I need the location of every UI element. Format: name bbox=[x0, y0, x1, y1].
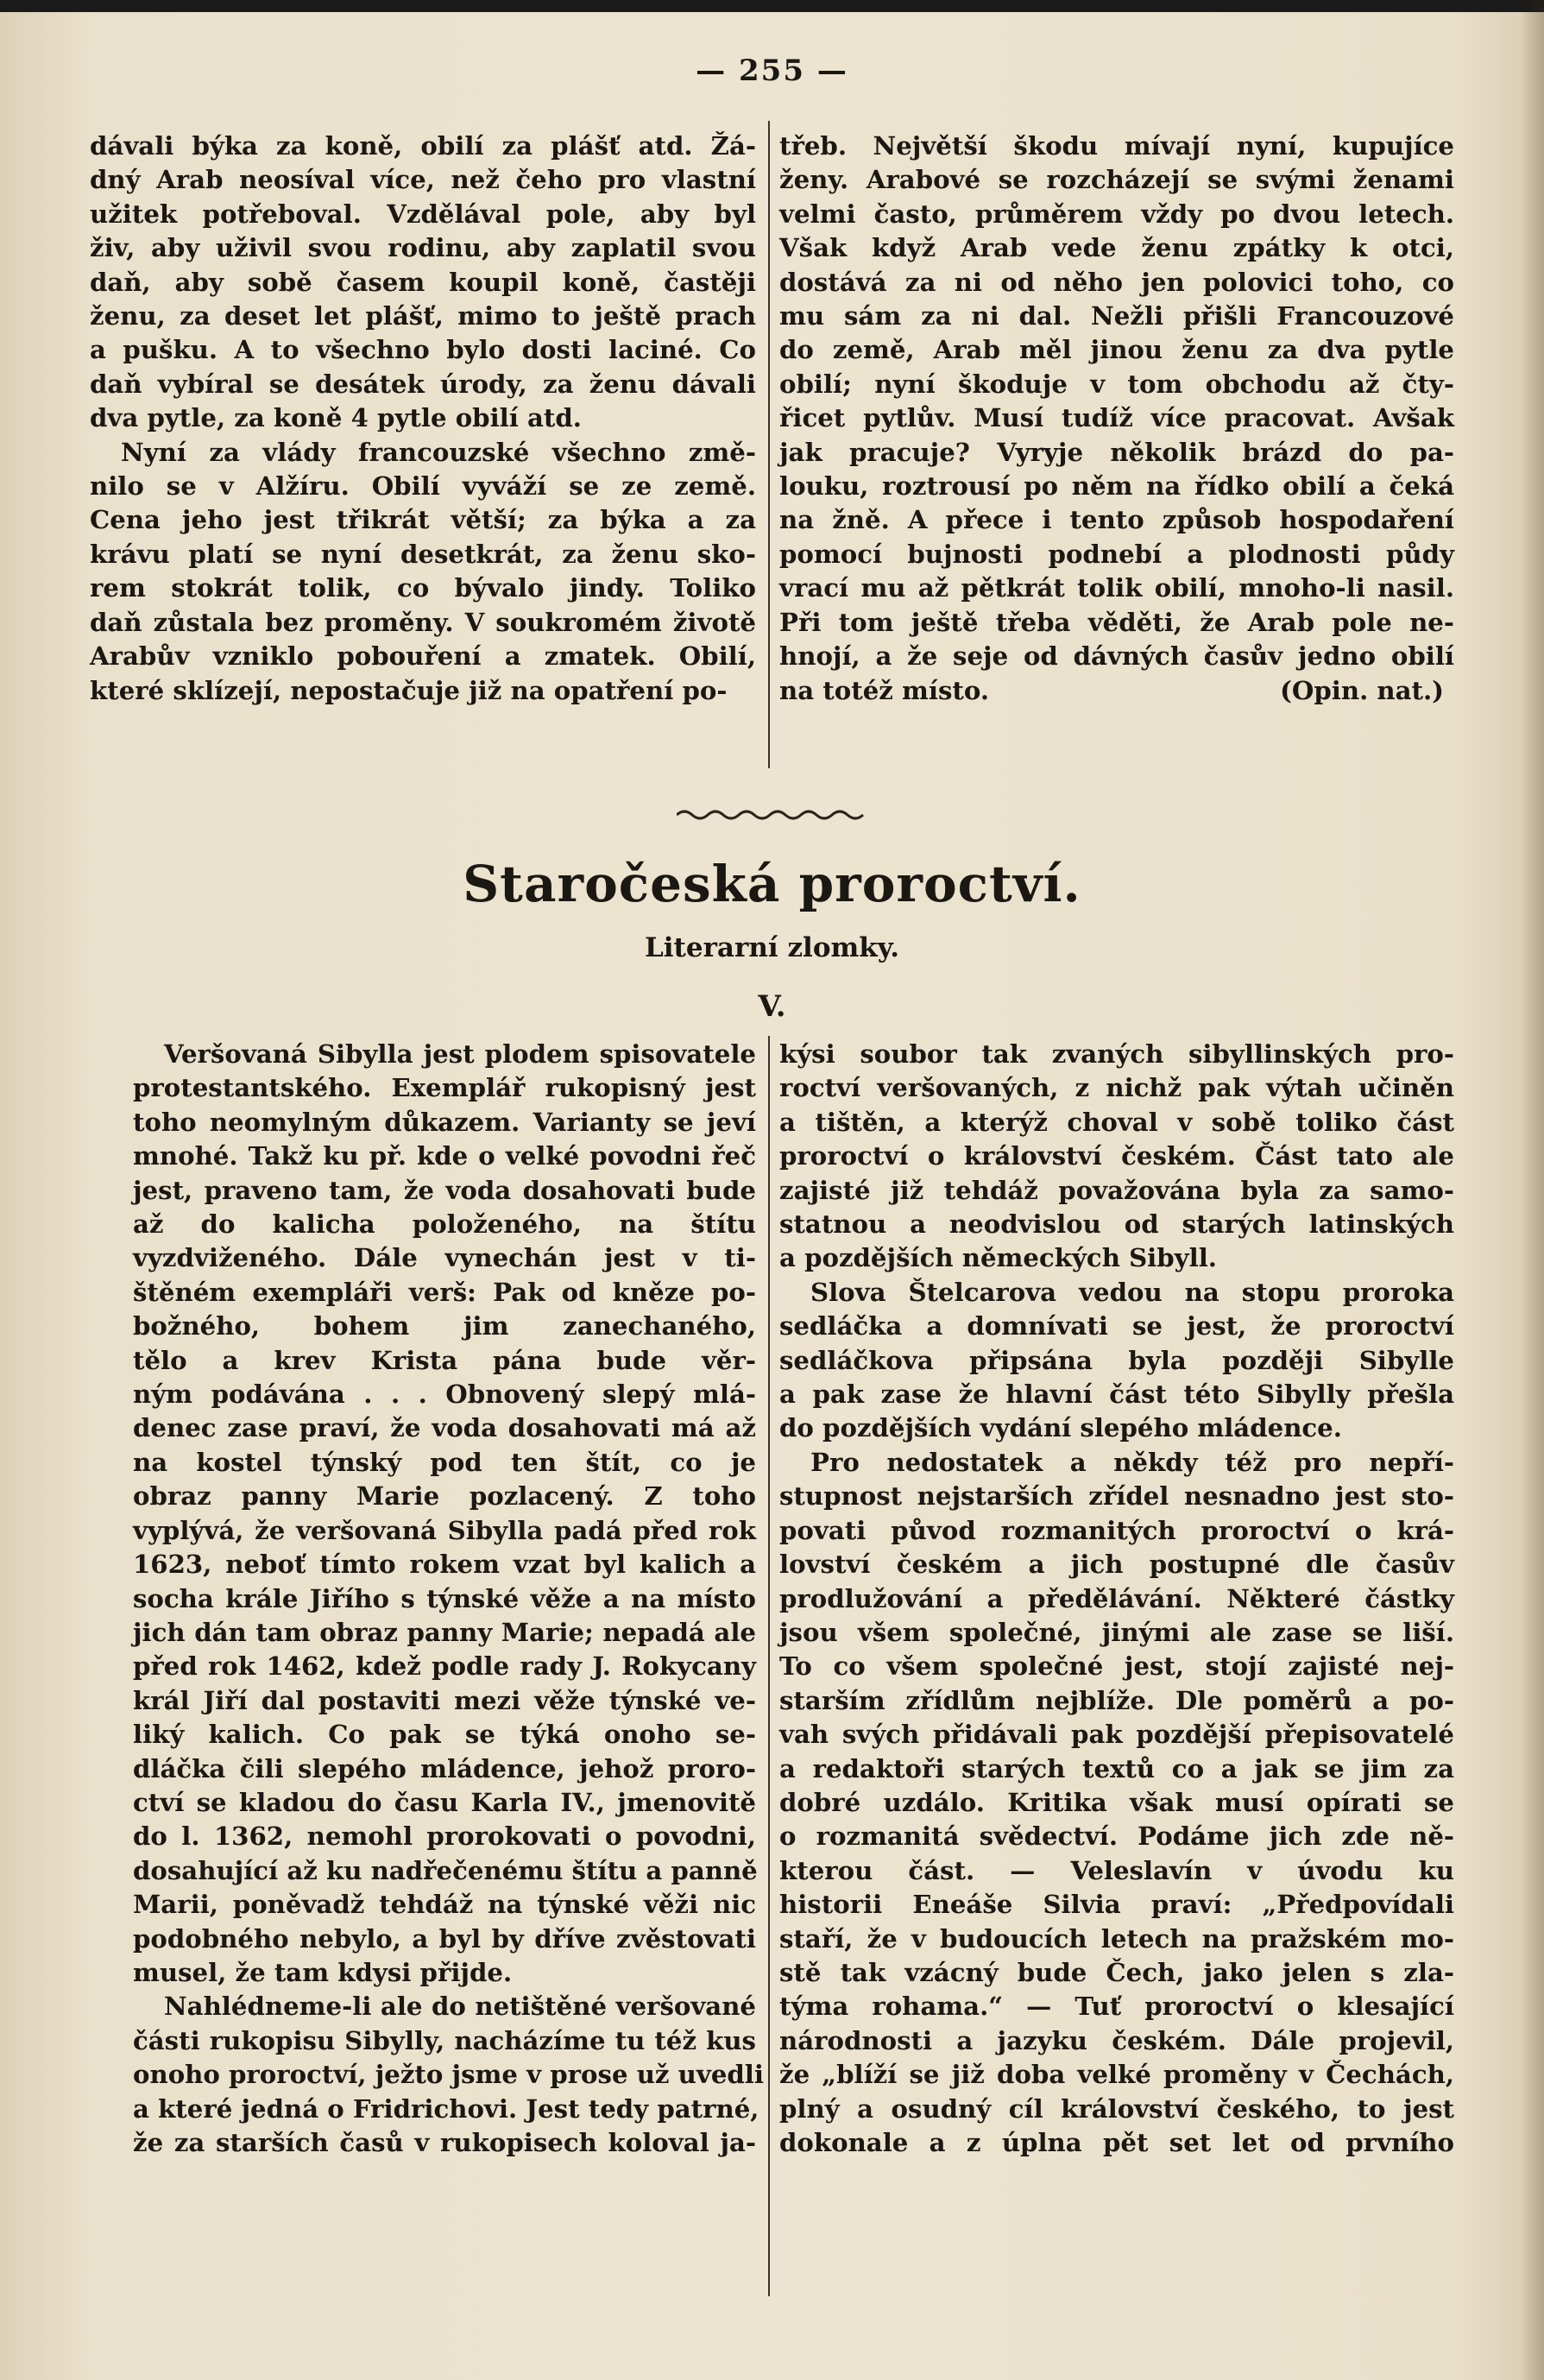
text-line: Marii, poněvadž tehdáž na týnské věži nic bbox=[133, 1890, 756, 1920]
text-line: dokonale a z úplna pět set let od prvního bbox=[779, 2128, 1454, 2157]
text-line: že za starších časů v rukopisech koloval ja- bbox=[133, 2128, 756, 2157]
text-line: sedláčkova připsána byla později Sibylle bbox=[779, 1345, 1454, 1375]
text-line: lovství českém a jich postupné dle časův bbox=[779, 1550, 1454, 1580]
text-line: vah svých přidávali pak pozdější přepisovatelé bbox=[779, 1720, 1454, 1750]
text-line: a které jedná o Fridrichovi. Jest tedy patrné, bbox=[133, 2093, 759, 2124]
text-line: dobré uzdálo. Kritika však musí opírati se bbox=[779, 1787, 1454, 1817]
text-line: proroctví o království českém. Část tato ale bbox=[779, 1141, 1454, 1171]
text-line: Pro nedostatek a někdy též pro nepří- bbox=[810, 1447, 1454, 1477]
text-line: Veršovaná Sibylla jest plodem spisovatele bbox=[164, 1039, 756, 1069]
text-line: povati původ rozmanitých proroctví o krá- bbox=[779, 1515, 1454, 1545]
text-line: národnosti a jazyku českém. Dále projevil, bbox=[779, 2025, 1454, 2055]
text-line: a redaktoři starých textů co a jak se jim za bbox=[779, 1753, 1454, 1783]
text-line: které sklízejí, nepostačuje již na opatření po- bbox=[90, 675, 728, 705]
text-line: rem stokrát tolik, co bývalo jindy. Toliko bbox=[90, 573, 756, 603]
text-line: dostává za ni od něho jen polovici toho, co bbox=[779, 267, 1454, 297]
text-line: před rok 1462, kdež podle rady J. Rokycany bbox=[133, 1651, 756, 1682]
text-line: dláčka čili slepého mládence, jehož proro- bbox=[133, 1753, 756, 1783]
text-line: Nahlédneme-li ale do netištěné veršované bbox=[164, 1992, 756, 2022]
article2-right-column bbox=[779, 1038, 1454, 2160]
text-line: jsou všem společné, jinými ale zase se liší. bbox=[779, 1617, 1454, 1647]
text-line: ným podávána . . . Obnovený slepý mlá- bbox=[133, 1379, 756, 1410]
text-line: starším zřídlům nejblíže. Dle poměrů a po- bbox=[779, 1685, 1454, 1715]
text-line: stupnost nejstarších zřídel nesnadno jest sto- bbox=[779, 1481, 1454, 1512]
text-line: jest, praveno tam, že voda dosahovati bude bbox=[133, 1175, 756, 1205]
text-line: louku, roztrousí po něm na řídko obilí a čeká bbox=[779, 471, 1454, 502]
article1-right-column bbox=[779, 129, 1454, 708]
text-line: vrací mu až pětkrát tolik obilí, mnoho-li nasil. bbox=[779, 573, 1454, 603]
text-line: o rozmanitá svědectví. Podáme jich zde ně- bbox=[779, 1821, 1454, 1852]
text-line: Cena jeho jest třikrát větší; za býka a za bbox=[90, 505, 756, 535]
text-line: živ, aby uživil svou rodinu, aby zaplatil svou bbox=[90, 233, 756, 263]
source-attribution: (Opin. nat.) bbox=[1280, 675, 1444, 705]
text-line: kterou část. — Veleslavín v úvodu ku bbox=[779, 1855, 1454, 1885]
text-line: musel, že tam kdysi přijde. bbox=[133, 1957, 513, 1987]
text-line: a tištěn, a kterýž choval v sobě toliko část bbox=[779, 1107, 1454, 1137]
text-line: hnojí, a že seje od dávných časův jedno obilí bbox=[779, 641, 1454, 672]
text-line: části rukopisu Sibylly, nacházíme tu též kus bbox=[133, 2025, 756, 2055]
text-line: krávu platí se nyní desetkrát, za ženu sko- bbox=[90, 539, 756, 569]
text-line: protestantského. Exemplář rukopisný jest bbox=[133, 1073, 756, 1103]
text-line: do pozdějších vydání slepého mládence. bbox=[779, 1413, 1342, 1443]
text-line: řicet pytlův. Musí tudíž více pracovat. Avšak bbox=[779, 403, 1454, 433]
text-line: toho neomylným důkazem. Varianty se jeví bbox=[133, 1107, 756, 1137]
text-line: daň vybíral se desátek úrody, za ženu dávali bbox=[90, 369, 756, 399]
text-line: pomocí bujnosti podnebí a plodnosti půdy bbox=[779, 539, 1454, 569]
text-line: ženy. Arabové se rozcházejí se svými ženami bbox=[779, 165, 1454, 195]
text-line: daň, aby sobě časem koupil koně, častěji bbox=[90, 267, 756, 297]
text-line: obraz panny Marie pozlacený. Z toho bbox=[133, 1481, 756, 1512]
text-line: Slova Štelcarova vedou na stopu proroka bbox=[810, 1277, 1454, 1307]
text-line: obilí; nyní škoduje v tom obchodu až čty- bbox=[779, 369, 1454, 399]
text-line: dný Arab neosíval více, než čeho pro vlastní bbox=[90, 165, 756, 195]
text-line: vyzdviženého. Dále vynechán jest v ti- bbox=[133, 1243, 756, 1273]
text-line bbox=[779, 674, 1454, 708]
text-line: dosahující až ku nadřečenému štítu a panně bbox=[133, 1855, 758, 1885]
text-line: dva pytle, za koně 4 pytle obilí atd. bbox=[90, 403, 582, 433]
column-divider-bottom bbox=[768, 1036, 770, 2296]
text-line: sedláčka a domnívati se jest, že proroctví bbox=[779, 1311, 1454, 1342]
text-line: zajisté již tehdáž považována byla za samo- bbox=[779, 1175, 1454, 1205]
text-line: podobného nebylo, a byl by dříve zvěstovati bbox=[133, 1923, 756, 1954]
text-line: To co všem společné jest, stojí zajisté nej- bbox=[779, 1651, 1454, 1682]
page-number: — 255 — bbox=[696, 54, 848, 88]
text-line: král Jiří dal postaviti mezi věže týnské ve- bbox=[133, 1685, 756, 1715]
article2-left-column bbox=[133, 1038, 764, 2160]
text-line: třeb. Největší škodu mívají nyní, kupujíce bbox=[779, 131, 1454, 161]
text-line: a pušku. A to všechno bylo dosti laciné. Co bbox=[90, 335, 756, 365]
column-divider-top bbox=[768, 121, 770, 768]
text-line: a pozdějších německých Sibyll. bbox=[779, 1243, 1217, 1273]
text-line: Nyní za vlády francouzské všechno změ- bbox=[121, 437, 756, 467]
text-line: ženu, za deset let plášť, mimo to ještě prach bbox=[90, 301, 756, 331]
text-line: onoho proroctví, ježto jsme v prose už uvedli bbox=[133, 2060, 764, 2090]
page-edge-shadow bbox=[1520, 0, 1544, 2380]
text-line: roctví veršovaných, z nichž pak výtah učiněn bbox=[779, 1073, 1454, 1103]
text-line: ctví se kladou do času Karla IV., jmenovitě bbox=[133, 1787, 756, 1817]
text-line: nilo se v Alžíru. Obilí vyváží se ze země. bbox=[90, 471, 756, 502]
text-line: mnohé. Takž ku př. kde o velké povodni řeč bbox=[133, 1141, 756, 1171]
text-line: do země, Arab měl jinou ženu za dva pytle bbox=[779, 335, 1454, 365]
article-title: Staročeská proroctví. bbox=[463, 855, 1081, 913]
scan-top-edge bbox=[0, 0, 1544, 12]
text-line: vyplývá, že veršovaná Sibylla padá před rok bbox=[133, 1515, 756, 1545]
text-line: velmi často, průměrem vždy po dvou letech. bbox=[779, 199, 1454, 229]
text-line: liký kalich. Co pak se týká onoho se- bbox=[133, 1720, 756, 1750]
text-line: statnou a neodvislou od starých latinských bbox=[779, 1209, 1454, 1240]
text-line: dávali býka za koně, obilí za plášť atd. Žá- bbox=[90, 131, 756, 161]
text-line: socha krále Jiřího s týnské věže a na místo bbox=[133, 1583, 756, 1613]
text-line: štěném exempláři verš: Pak od kněze po- bbox=[133, 1277, 756, 1307]
text-line: mu sám za ni dal. Nežli přišli Francouzové bbox=[779, 301, 1454, 331]
text-line: jich dán tam obraz panny Marie; nepadá ale bbox=[133, 1617, 756, 1647]
text-line: prodlužování a předělávání. Některé částky bbox=[779, 1583, 1454, 1613]
text-line: týma rohama.“ — Tuť proroctví o klesající bbox=[779, 1992, 1454, 2022]
text-line: 1623, neboť tímto rokem vzat byl kalich a bbox=[133, 1550, 756, 1580]
text-line: na žně. A přece i tento způsob hospodaření bbox=[779, 505, 1454, 535]
text-line: a pak zase že hlavní část této Sibylly přešla bbox=[779, 1379, 1454, 1410]
section-number: V. bbox=[758, 989, 786, 1024]
text-line: Však když Arab vede ženu zpátky k otci, bbox=[779, 233, 1454, 263]
wavy-divider-ornament bbox=[677, 806, 868, 824]
text-line: jak pracuje? Vyryje několik brázd do pa- bbox=[779, 437, 1454, 467]
text-line-end: na totéž místo. bbox=[779, 675, 990, 705]
text-line: až do kalicha položeného, na štítu bbox=[133, 1209, 756, 1240]
text-line: Při tom ještě třeba věděti, že Arab pole ne- bbox=[779, 607, 1454, 637]
text-line: užitek potřeboval. Vzdělával pole, aby byl bbox=[90, 199, 756, 229]
text-line: Arabův vzniklo pobouření a zmatek. Obilí, bbox=[90, 641, 756, 672]
article-subtitle: Literarní zlomky. bbox=[644, 932, 900, 963]
text-line: tělo a krev Krista pána bude věr- bbox=[133, 1345, 756, 1375]
text-line: do l. 1362, nemohl prorokovati o povodni, bbox=[133, 1821, 756, 1852]
text-line: daň zůstala bez proměny. V soukromém životě bbox=[90, 607, 756, 637]
text-line: historii Eneáše Silvia praví: „Předpovídali bbox=[779, 1890, 1454, 1920]
text-line: denec zase praví, že voda dosahovati má až bbox=[133, 1413, 756, 1443]
text-line: božného, bohem jim zanechaného, bbox=[133, 1311, 756, 1342]
text-line: že „blíží se již doba velké proměny v Čechách, bbox=[779, 2060, 1454, 2090]
text-line: plný a osudný cíl království českého, to jest bbox=[779, 2093, 1454, 2124]
text-line: staří, že v budoucích letech na pražském mo- bbox=[779, 1923, 1454, 1954]
text-line: kýsi soubor tak zvaných sibyllinských pro- bbox=[779, 1039, 1454, 1069]
text-line: na kostel týnský pod ten štít, co je bbox=[133, 1447, 756, 1477]
article1-left-column bbox=[90, 129, 756, 708]
text-line: stě tak vzácný bude Čech, jako jelen s zla- bbox=[779, 1957, 1454, 1987]
